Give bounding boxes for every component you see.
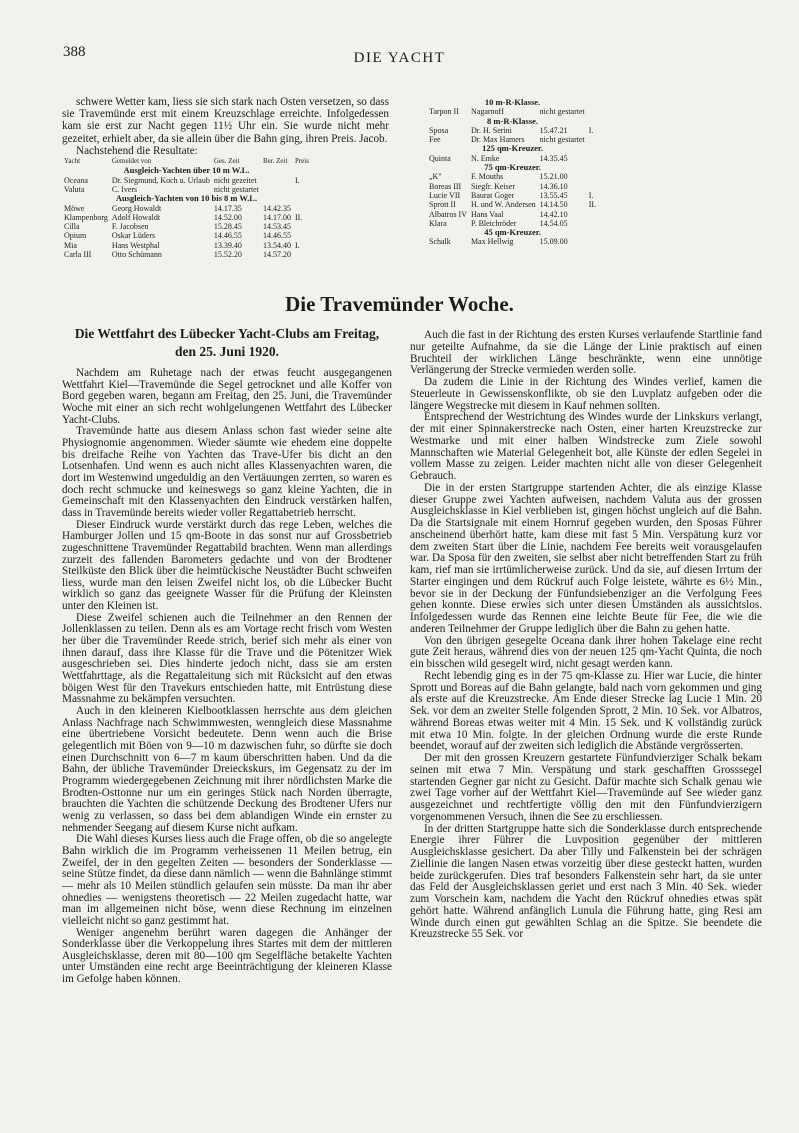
results-cell: P. Bleichröder	[471, 218, 517, 228]
results-cell: Klara	[429, 218, 447, 228]
results-cell	[587, 237, 598, 246]
results-row	[427, 191, 598, 200]
article-paragraph: Der mit den grossen Kreuzern gestartete Fünfundvierziger Schalk bekam seinen mit etwa 7 Min. Verspätung und stark geschafften Grosssegel startenden Gegner gar nicht zu Gesicht. Dafür machte sich Schalk genau wie zwei Tage vorher auf der Wettfahrt Kiel—Travemünde auf See wieder ganz ausgezeichnet und rechtfertigte völlig den mit den Fünfundvierzigern vorgenommenen Versuch, ihnen die See zu erschliessen.	[410, 752, 762, 823]
results-cell: N. Emke	[471, 153, 500, 163]
results-cell: 13.39.40	[213, 240, 242, 250]
results-cell: 15.09.00	[539, 237, 568, 247]
results-row	[62, 222, 311, 231]
intro-paragraph: schwere Wetter kam, liess sie sich stark nach Osten versetzen, so dass sie Travemünde erst mit einem Kreuzschlage erreichte. Infolgedessen kam sie erst zur Nacht gegen 11½ Uhr ein. Sie wurde nicht mehr gezeitet, erhielt aber, da sie allein über die Bahn ging, ihren Preis. Jacob.	[62, 96, 389, 145]
results-cell: II.	[588, 200, 597, 210]
results-cell: 14.14.50	[539, 200, 568, 210]
results-cell: I.	[588, 190, 594, 200]
results-cell: Klampenborg	[64, 212, 108, 222]
article-paragraph: Travemünde hatte aus diesem Anlass schon fast wieder seine alte Physiognomie angenommen. Wieder säumte wie ehedem eine doppelte bis dreifache Reihe von Yachten das Trave-Ufer bis dicht an den Lotsenhafen. Und wenn es auch nicht alles Klassenyachten waren, die dort im Westenwind ungeduldig an den Vertäuungen zerrten, so waren es doch recht schmucke und keineswegs so ganz kleine Yachten, die in Gemeinschaft mit den Klassenyachten den Eindruck verstärken halfen, dass in Travemünde bereits wieder voller Regattabetrieb herrscht.	[62, 425, 392, 519]
results-cell: Carla III	[64, 249, 92, 259]
article-paragraph: Recht lebendig ging es in der 75 qm-Klasse zu. Hier war Lucie, die hinter Sprott und Boreas auf die Bahn gelangte, bald nach vorn gekommen und ging als erste auf die Kreuzstrecke. Am Ende dieser Strecke lag Lucie 1 Min. 20 Sek. vor dem an zweiter Stelle folgenden Sprott, 2 Min. 10 Sek. vor Albatros, während Boreas etwas weiter mit 4 Min. 15 Sek. und K vollständig zurück mit etwa 10 Min. folgte. In der gleichen Ordnung wurde die erste Runde beendet, worauf auf der zweiten sich lediglich die Abstände vergrösserten.	[410, 669, 762, 753]
results-cell	[587, 154, 598, 163]
results-cell: Fee	[429, 135, 441, 145]
class-heading-text: 10 m-R-Klasse.	[484, 97, 541, 107]
results-cell: Yacht	[64, 157, 81, 166]
results-cell	[587, 172, 598, 181]
results-cell: Georg Howaldt	[111, 203, 162, 213]
results-cell: 14.35.45	[539, 153, 568, 163]
class-heading-text: 45 qm-Kreuzer.	[484, 227, 541, 238]
results-cell: 14.46.55	[213, 231, 242, 241]
results-cell: Mia	[64, 240, 77, 250]
results-cell: nicht gestartet	[539, 135, 585, 145]
results-cell: 14.57.20	[262, 249, 291, 259]
class-heading	[427, 228, 598, 237]
results-cell: Ber. Zeit	[262, 157, 288, 166]
results-column-right	[427, 98, 762, 247]
results-row	[62, 204, 311, 213]
results-cell: I.	[294, 240, 300, 250]
results-cell: 14.54.05	[539, 218, 568, 228]
results-cell: 13.54.40	[262, 240, 291, 250]
class-heading	[427, 117, 598, 126]
results-cell: Valuta	[64, 184, 85, 194]
results-row	[62, 250, 311, 259]
results-cell: I.	[294, 175, 300, 185]
results-cell: Nagarnoff	[471, 107, 504, 117]
article-paragraph: Da zudem die Linie in der Richtung des Windes verlief, kamen die Steuerleute in Gewissenskonflikte, ob sie den Luvplatz aufgeben oder die längere Wegstrecke mit diesem in Kauf nehmen sollten.	[410, 376, 762, 412]
article-paragraph: Weniger angenehm berührt waren dagegen die Anhänger der Sonderklasse über die Verkoppelung ihres Startes mit dem der mittleren Ausgleichsklasse, deren mit 80—100 qm Segelfläche betakelte Yachten unter Umständen eine recht arge Beeinträchtigung der kleineren Klasse im Gefolge haben können.	[62, 926, 392, 986]
class-heading	[62, 194, 311, 203]
results-cell: Hans Westphal	[111, 240, 160, 250]
results-cell: Adolf Howaldt	[111, 212, 161, 222]
class-heading-text: 75 qm-Kreuzer.	[484, 162, 541, 173]
results-cell: 15.21.00	[539, 172, 568, 182]
results-cell: 14.17.00	[262, 212, 291, 222]
results-cell: Siegfr. Keiser	[471, 181, 515, 191]
results-cell: 14.36.10	[539, 181, 568, 191]
results-cell	[261, 176, 293, 185]
results-cell	[587, 219, 598, 228]
results-row	[427, 172, 598, 181]
results-cell: Opium	[64, 231, 87, 241]
results-cell: 15.52.20	[213, 249, 242, 259]
results-cell	[261, 185, 293, 194]
results-cell: Albatros IV	[429, 209, 467, 219]
class-heading-text: 125 qm-Kreuzer.	[482, 143, 543, 154]
results-cell: H. und W. Andersen	[471, 200, 536, 210]
results-cell: nicht gestartet	[539, 107, 585, 117]
results-cell: 14.42.10	[539, 209, 568, 219]
results-cell: „K"	[429, 172, 442, 182]
results-cell: 13.55.45	[539, 190, 568, 200]
article-paragraph: In der dritten Startgruppe hatte sich die Sonderklasse durch entsprechende Energie ihrer Führer die Luvposition gegenüber der mittleren Ausgleichsklasse gesichert. Da aber Tilly und Falkenstein bei der schrägen Ziellinie die langen Nasen etwas vorzeitig über diese gesteckt hatten, wurden beide zurückgerufen. Dies traf besonders Falkenstein sehr hart, da sie unter das Feld der Ausgleichsklassen geriet und erst nach 3 Min. 40 Sek. wieder zum Vorschein kam, nachdem die Yacht den Rückruf ohnedies etwas spät gehört hatte. Während anfänglich Lunula die Führung hatte, ging Resi am Winde durch einen gut gewählten Schlag an die Spitze. Sie beendete die Kreuzstrecke 55 Sek. vor	[410, 822, 762, 941]
results-cell: Preis	[294, 157, 309, 166]
results-row	[427, 182, 598, 191]
article-column-right	[410, 330, 762, 941]
results-cell: C. Ivers	[111, 184, 138, 194]
article-paragraph: Entsprechend der Westrichtung des Windes wurde der Linkskurs verlangt, der mit einer Spinnakerstrecke nach Osten, einer harten Kreuzstrecke zur Westmarke und mit einer halben Windstrecke zum Ziele sowohl Mannschaften wie Material Gelegenheit bot, alle Künste der edlen Segelei in vollem Masse zu zeigen. Leider machten nicht alle von dieser Gelegenheit Gebrauch.	[410, 411, 762, 482]
results-row	[427, 126, 598, 135]
article-subtitle-line: den 25. Juni 1920.	[175, 344, 279, 359]
results-cell: Oceana	[64, 175, 88, 185]
results-row	[62, 241, 311, 250]
article-paragraph: Diese Zweifel schienen auch die Teilnehmer an den Rennen der Jollenklassen zu teilen. Denn als es am Vortage recht frisch vom Westen her über die Travemünder Reede strich, berief sich mehr als einer von ihnen darauf, dass ihre Klasse für die Trave und die Pötenitzer Wiek ausgeschrieben sei. Dies hinderte jedoch nicht, dass sie am ersten Wettfahrttage, als die Regattaleitung sich mit Rücksicht auf den etwas böigen West für den Travekurs entschieden hatte, mit Entrüstung diese Massnahme zu bekämpfen versuchten.	[62, 611, 392, 706]
article-paragraph: Auch die fast in der Richtung des ersten Kurses verlaufende Startlinie fand nur geteilte Aufnahme, da sie die Länge der Linie praktisch auf einen Bruchteil der wirklichen Länge beschränkte, wenn eine unnötige Verlängerung der Strecke vermieden werden solle.	[410, 329, 762, 377]
results-cell: Quinta	[429, 153, 451, 163]
class-heading	[427, 98, 598, 107]
results-cell	[293, 185, 311, 194]
results-cell: 15.28.45	[213, 222, 242, 232]
results-row	[427, 200, 598, 209]
article-paragraph: Dieser Eindruck wurde verstärkt durch das rege Leben, welches die Hamburger Jollen und 15 qm-Boote in das sonst nur auf Grossbetrieb zugeschnittene Travemünder Regattabild brachten. Wenn man allerdings zurzeit des fallenden Barometers gedachte und von der Brodtener Steilküste den Blick über die heimtückische Neustädter Bucht schweifen liess, wurde man den leisen Zweifel nicht los, ob die Lübecker Bucht wirklich so ganz das geeignete Wasser für die Prüfung der Kleinsten unter den Kleinen ist.	[62, 518, 392, 613]
results-table-right	[427, 98, 598, 247]
class-heading-text: Ausgleich-Yachten über 10 m W.L.	[123, 165, 250, 176]
results-cell: Sposa	[429, 125, 449, 135]
results-cell: 14.53.45	[262, 222, 291, 232]
results-cell: 14.42.35	[262, 203, 291, 213]
article-paragraph: Von den übrigen gesegelte Oceana dank ihrer hohen Takelage eine recht gute Zeit heraus, während dies von der neuen 125 qm-Yacht Quinta, die noch ein bisschen wild gesegelt wird, nicht gesagt werden kann.	[410, 634, 762, 670]
results-cell: nicht gestartet	[213, 184, 259, 194]
results-cell: Max Hellwig	[471, 237, 514, 247]
results-cell: Sprott II	[429, 200, 456, 210]
class-heading	[62, 166, 311, 175]
results-cell: Otto Schümann	[111, 249, 162, 259]
results-cell	[293, 222, 311, 231]
results-row	[62, 213, 311, 222]
article-title: Die Travemünder Woche.	[285, 292, 514, 316]
results-cell: Dr. Max Hamers	[471, 135, 525, 145]
results-cell: Baurat Goger	[471, 190, 515, 200]
intro-column	[62, 96, 389, 259]
results-cell	[293, 204, 311, 213]
results-cell	[293, 250, 311, 259]
results-row	[427, 237, 598, 246]
results-cell: 15.47.21	[539, 125, 568, 135]
results-row	[62, 231, 311, 240]
results-cell: Dr. Siegmund, Koch u. Urlaub	[111, 175, 210, 185]
article-column-left	[62, 368, 392, 986]
results-cell: Gemeldet von	[111, 157, 152, 166]
results-cell: 14.52.00	[213, 212, 242, 222]
results-cell: F. Jacobsen	[111, 222, 149, 232]
results-cell: Boreas III	[429, 181, 462, 191]
results-row	[62, 176, 311, 185]
article-paragraph: Auch in den kleineren Kielbootklassen herrschte aus dem gleichen Anlass Nachfrage nach Schwimmwesten, wenngleich diese Massnahme eine übertriebene Vorsicht bedeutete. Denn wenn auch die Brise gelegentlich mit Böen von 9—10 m dazwischen fuhr, so dürfte sie doch einen Durchschnitt von 6—7 m kaum überschritten haben. Und da die Bahn, der übliche Travemünder Dreieckskurs, im Gegensatz zu der im Programm wiedergegebenen Zeichnung mit ihrer nördlichsten Marke die Brodten-Osttonne nur um ein geringes Stück nach Norden überragte, brauchten die Yachten die schützende Deckung des Brodtener Ufers nur wenig zu verlassen, so dass bei dem ablandigen Winde ein ernster zu nehmender Seegang auf diesem Kurse nicht aufkam.	[62, 705, 392, 834]
page-number: 388	[63, 44, 86, 60]
results-row	[427, 210, 598, 219]
class-heading	[427, 163, 598, 172]
results-cell: Ges. Zeit	[213, 157, 240, 166]
results-cell	[587, 210, 598, 219]
results-cell: Möwe	[64, 203, 85, 213]
results-cell: Cilla	[64, 222, 80, 232]
results-cell: nicht gezeitet	[213, 175, 257, 185]
running-header: DIE YACHT	[353, 50, 446, 66]
article-subtitle	[62, 325, 392, 361]
results-cell: 14.17.35	[213, 203, 242, 213]
class-heading-text: 8 m-R-Klasse.	[487, 115, 539, 126]
results-cell: Lucie VII	[429, 190, 461, 200]
results-title: Nachstehend die Resultate:	[76, 144, 198, 157]
results-cell: Schalk	[429, 237, 451, 247]
results-table-left	[62, 157, 311, 259]
article-paragraph: Die Wahl dieses Kurses liess auch die Frage offen, ob die so angelegte Bahn wirklich die im Programm verheissenen 11 Meilen betrug, ein Zweifel, der in den gegelten Zeiten — besonders der Sonderklasse — seine Stütze findet, da diese dann nämlich — wenn die Bahnlänge stimmt — mehr als 10 Meilen stündlich gelaufen sein müsste. Da man ihr aber ohnedies — wenigstens theoretisch — 22 Meilen zugedacht hatte, war man im allgemeinen nicht böse, wenn diese Rechnung im einzelnen vielleicht nicht so ganz gestimmt hat.	[62, 833, 392, 927]
results-cell: F. Mouths	[471, 172, 504, 182]
results-cell: I.	[588, 125, 594, 135]
article-paragraph: Nachdem am Ruhetage nach der etwas feucht ausgegangenen Wettfahrt Kiel—Travemünde die Segel getrocknet und alle Koffer von Bord gegeben waren, begann am Freitag, den 25. Juni, die Travemünder Woche mit einer an sich recht wohlgelungenen Wettfahrt des Lübecker Yacht-Clubs.	[62, 367, 392, 426]
results-cell	[587, 135, 598, 144]
results-cell: 14.46.55	[262, 231, 291, 241]
results-cell	[587, 107, 598, 116]
results-cell	[587, 182, 598, 191]
class-heading	[427, 144, 598, 153]
results-cell	[293, 231, 311, 240]
class-heading-text: Ausgleich-Yachten von 10 bis 8 m W.L.	[115, 193, 258, 204]
article-paragraph: Die in der ersten Startgruppe startenden Achter, die als einzige Klasse dieser Gruppe zwei Yachten aufweisen, nachdem Valuta aus der grossen Ausgleichsklasse in Kiel verblieben ist, gingen höchst ungleich auf die Bahn. Da die Startsignale mit einem Hornruf gegeben wurden, den Sposas Führer anscheinend überhört hatte, kam diese mit fast 5 Min. Verspätung kurz vor dem zweiten Start über die Linie, nachdem Fee bereits weit vorausgelaufen war. Da Sposa für den zweiten, sie selbst aber nicht betreffenden Start zu früh kam, rief man sie irrtümlicherweise zurück. Und da sie, auf diesen Irrtum der Starter eingingen und dem Rückruf auch Folge leistete, währte es 6½ Min., bevor sie in der Deckung der Fünfundsiebenziger an die Verfolgung Fees gehen konnte. Diese erwies sich unter diesen Umständen als aussichtslos. Infolgedessen wurde das Rennen eine leichte Beute für Fee, die wie die anderen Teilnehmer der Gruppe lediglich über die Bahn zu gehen hatte.	[410, 481, 762, 635]
results-cell: Tarpon II	[429, 107, 459, 117]
results-cell: II.	[294, 212, 303, 222]
results-cell: Dr. H. Serini	[471, 125, 512, 135]
results-cell: Oskar Lüders	[111, 231, 156, 241]
article-subtitle-line: Die Wettfahrt des Lübecker Yacht-Clubs am Freitag,	[74, 326, 380, 341]
results-cell: Hans Vaal	[471, 209, 504, 219]
